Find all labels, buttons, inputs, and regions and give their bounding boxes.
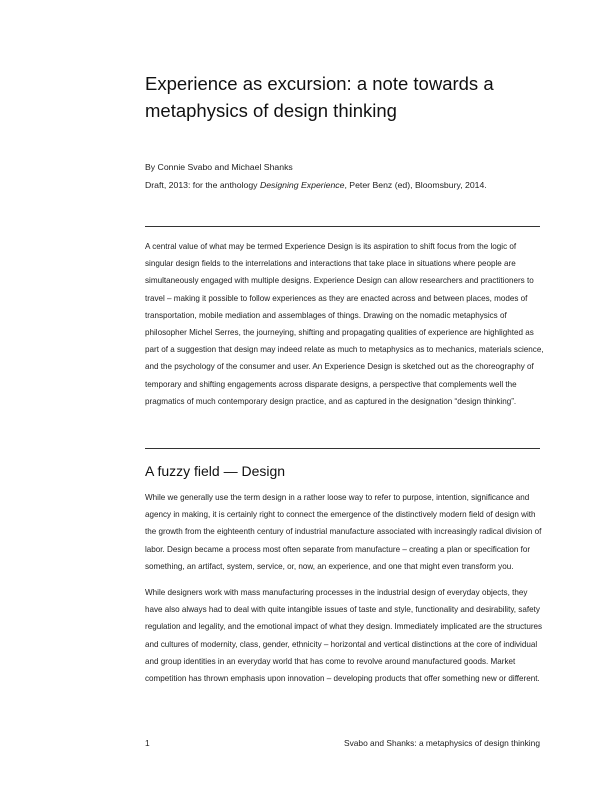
page-number: 1	[145, 738, 150, 748]
book-title: Designing Experience	[259, 180, 345, 190]
abstract-text: A central value of what may be termed Experience Design is its aspiration to shift focus from the logic of singular design fields to the interrelations and interactions that take place in situations where people are simultaneously engaged with multiple designs. Experience Design can allow researchers and practitioners to travel – making it possible to follow experiences as they are enacted across and between places, modes of transportation, mobile mediation and assemblages of things. Drawing on the nomadic metaphysics of philosopher Michel Serres, the journeying, shifting and propagating qualities of experience are highlighted as part of a suggestion that design may indeed relate as much to metaphysics as to mechanics, materials science, and the psychology of the consumer and user. An Experience Design is sketched out as the choreography of temporary and shifting engagements across disparate designs, a perspective that complements well the pragmatics of much contemporary design practice, and as captured in the designation “design thinking”.	[145, 242, 544, 406]
draft-prefix: Draft, 2013: for the anthology	[145, 180, 260, 190]
abstract	[145, 238, 545, 410]
authors: By Connie Svabo and Michael Shanks	[145, 162, 293, 172]
body-paragraph: While we generally use the term design in a rather loose way to refer to purpose, intention, significance and agency in making, it is certainly right to connect the emergence of the distinctively modern field of design with the growth from the eighteenth century of industrial manufacture associated with increasingly radical division of labor. Design became a process most often separate from manufacture – creating a plan or specification for something, an artifact, system, service, or, now, an experience, and one that might even transform you.	[145, 493, 542, 571]
body-paragraph: While designers work with mass manufacturing processes in the industrial design of everyday objects, they have also always had to deal with quite intangible issues of taste and style, functionality and desirability, safety regulation and legality, and the emotional impact of what they design. Immediately implicated are the structures and cultures of modernity, class, gender, ethnicity – horizontal and vertical distinctions at the core of individual and group identities in an everyday world that has come to revolve around manufactured goods. Market competition has thrown emphasis upon innovation – developing products that offer something new or different.	[145, 588, 543, 684]
running-head: Svabo and Shanks: a metaphysics of design thinking	[343, 738, 540, 748]
draft-suffix: , Peter Benz (ed), Bloomsbury, 2014.	[344, 180, 487, 190]
draft-note	[145, 176, 545, 194]
section-body	[145, 489, 545, 696]
divider-bottom	[145, 448, 540, 449]
byline	[145, 158, 545, 194]
paper-title: Experience as excursion: a note towards a metaphysics of design thinking	[145, 73, 494, 121]
page-footer	[145, 738, 540, 752]
divider-top	[145, 226, 540, 227]
section-heading: A fuzzy field — Design	[145, 463, 286, 479]
